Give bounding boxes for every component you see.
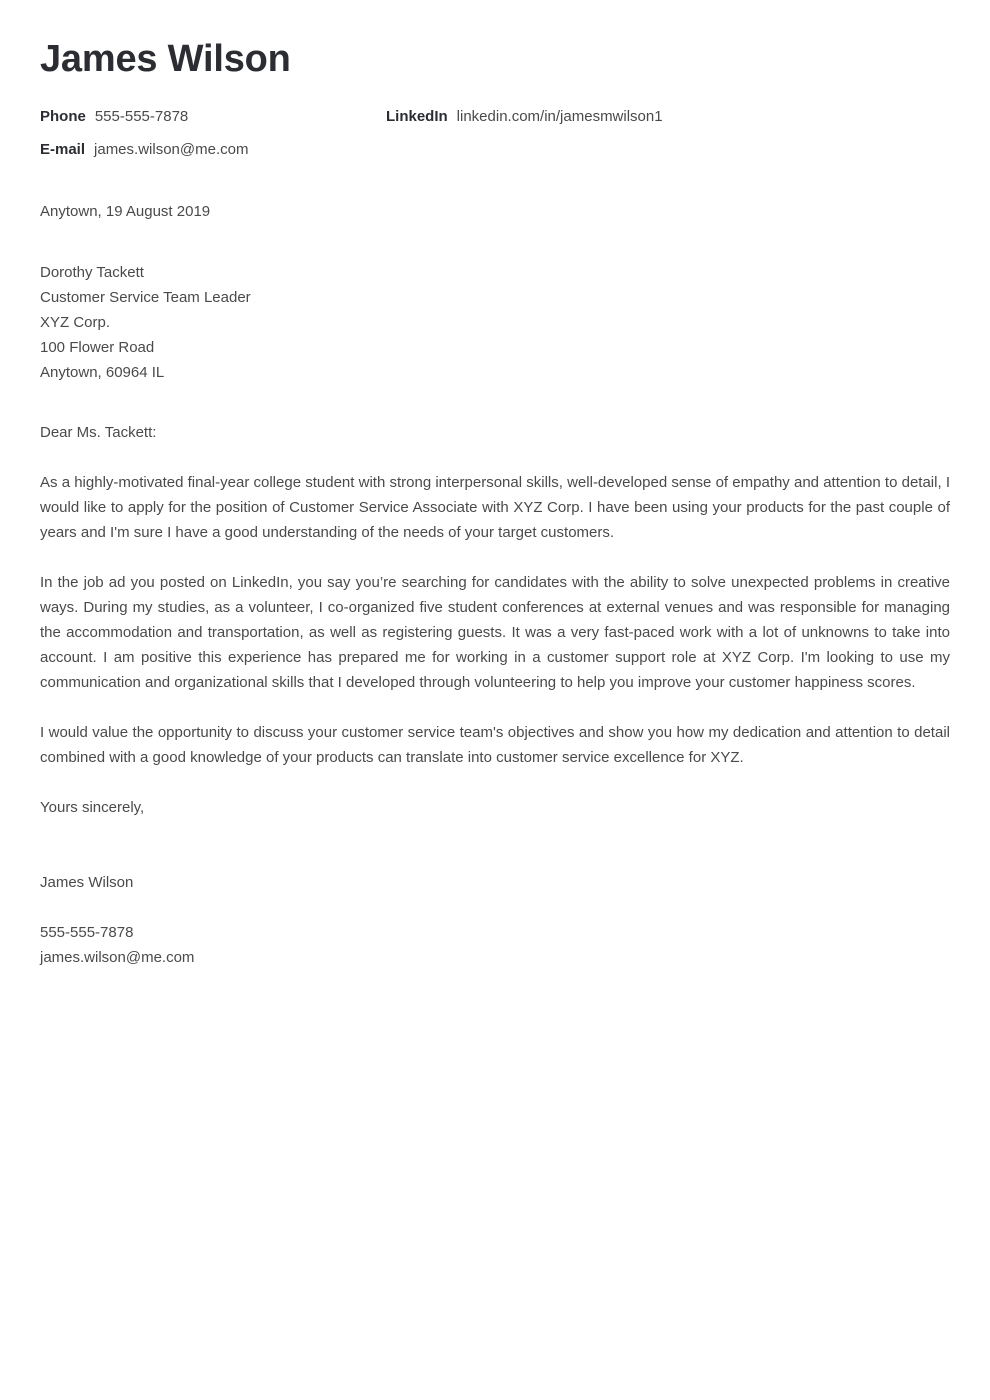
contact-linkedin-value[interactable]: linkedin.com/in/jamesmwilson1 xyxy=(456,108,663,125)
body-paragraph: In the job ad you posted on LinkedIn, you say you’re searching for candidates with the ability to solve unexpected problems in creative ways. During my studies, as a volunteer, I co-organized five student conferences at external venues and was responsible for managing the accommodation and transportation, as well as registering guests. It was a very fast-paced work with a lot of unknowns to take into account. I am positive this experience has prepared me for working in a customer support role at XYZ Corp. I'm looking to use my communication and organizational skills that I developed through volunteering to help you improve your customer happiness scores. xyxy=(40,574,950,691)
contact-linkedin-label: LinkedIn xyxy=(386,108,448,125)
recipient-line: Customer Service Team Leader xyxy=(40,289,251,306)
recipient-address xyxy=(40,224,950,385)
signature-contact-block xyxy=(40,895,950,970)
recipient-line: Dorothy Tackett xyxy=(40,264,144,281)
signature-phone[interactable]: 555-555-7878 xyxy=(40,924,134,941)
page-title: James Wilson xyxy=(40,38,291,80)
contact-email-label: E-mail xyxy=(40,141,86,158)
contact-email-value[interactable]: james.wilson@me.com xyxy=(94,141,249,158)
valediction: Yours sincerely, xyxy=(40,799,145,816)
salutation: Dear Ms. Tackett: xyxy=(40,424,157,441)
contact-email xyxy=(40,137,386,162)
contact-phone-label: Phone xyxy=(40,108,86,125)
signature-email[interactable]: james.wilson@me.com xyxy=(40,949,195,966)
contact-phone xyxy=(40,104,386,129)
letter-body xyxy=(40,445,950,770)
dateline: Anytown, 19 August 2019 xyxy=(40,203,211,220)
contact-phone-value[interactable]: 555-555-7878 xyxy=(94,108,189,125)
body-paragraph: As a highly-motivated final-year college student with strong interpersonal skills, well-developed sense of empathy and attention to detail, I would like to apply for the position of Customer Service Associate with XYZ Corp. I have been using your products for the past couple of years and I'm sure I have a good understanding of the needs of your target customers. xyxy=(40,474,950,541)
body-paragraph: I would value the opportunity to discuss your customer service team's objectives and show you how my dedication and attention to detail combined with a good knowledge of your products can translate into customer service excellence for XYZ. xyxy=(40,724,950,766)
recipient-line: 100 Flower Road xyxy=(40,339,155,356)
contact-linkedin xyxy=(386,104,950,129)
signature-name: James Wilson xyxy=(40,874,134,891)
contact-row-phone-linkedin xyxy=(40,104,950,129)
letter-content xyxy=(40,0,950,970)
contact-row-email xyxy=(40,137,950,162)
recipient-line: Anytown, 60964 IL xyxy=(40,364,165,381)
recipient-line: XYZ Corp. xyxy=(40,314,111,331)
contact-details xyxy=(40,104,950,162)
